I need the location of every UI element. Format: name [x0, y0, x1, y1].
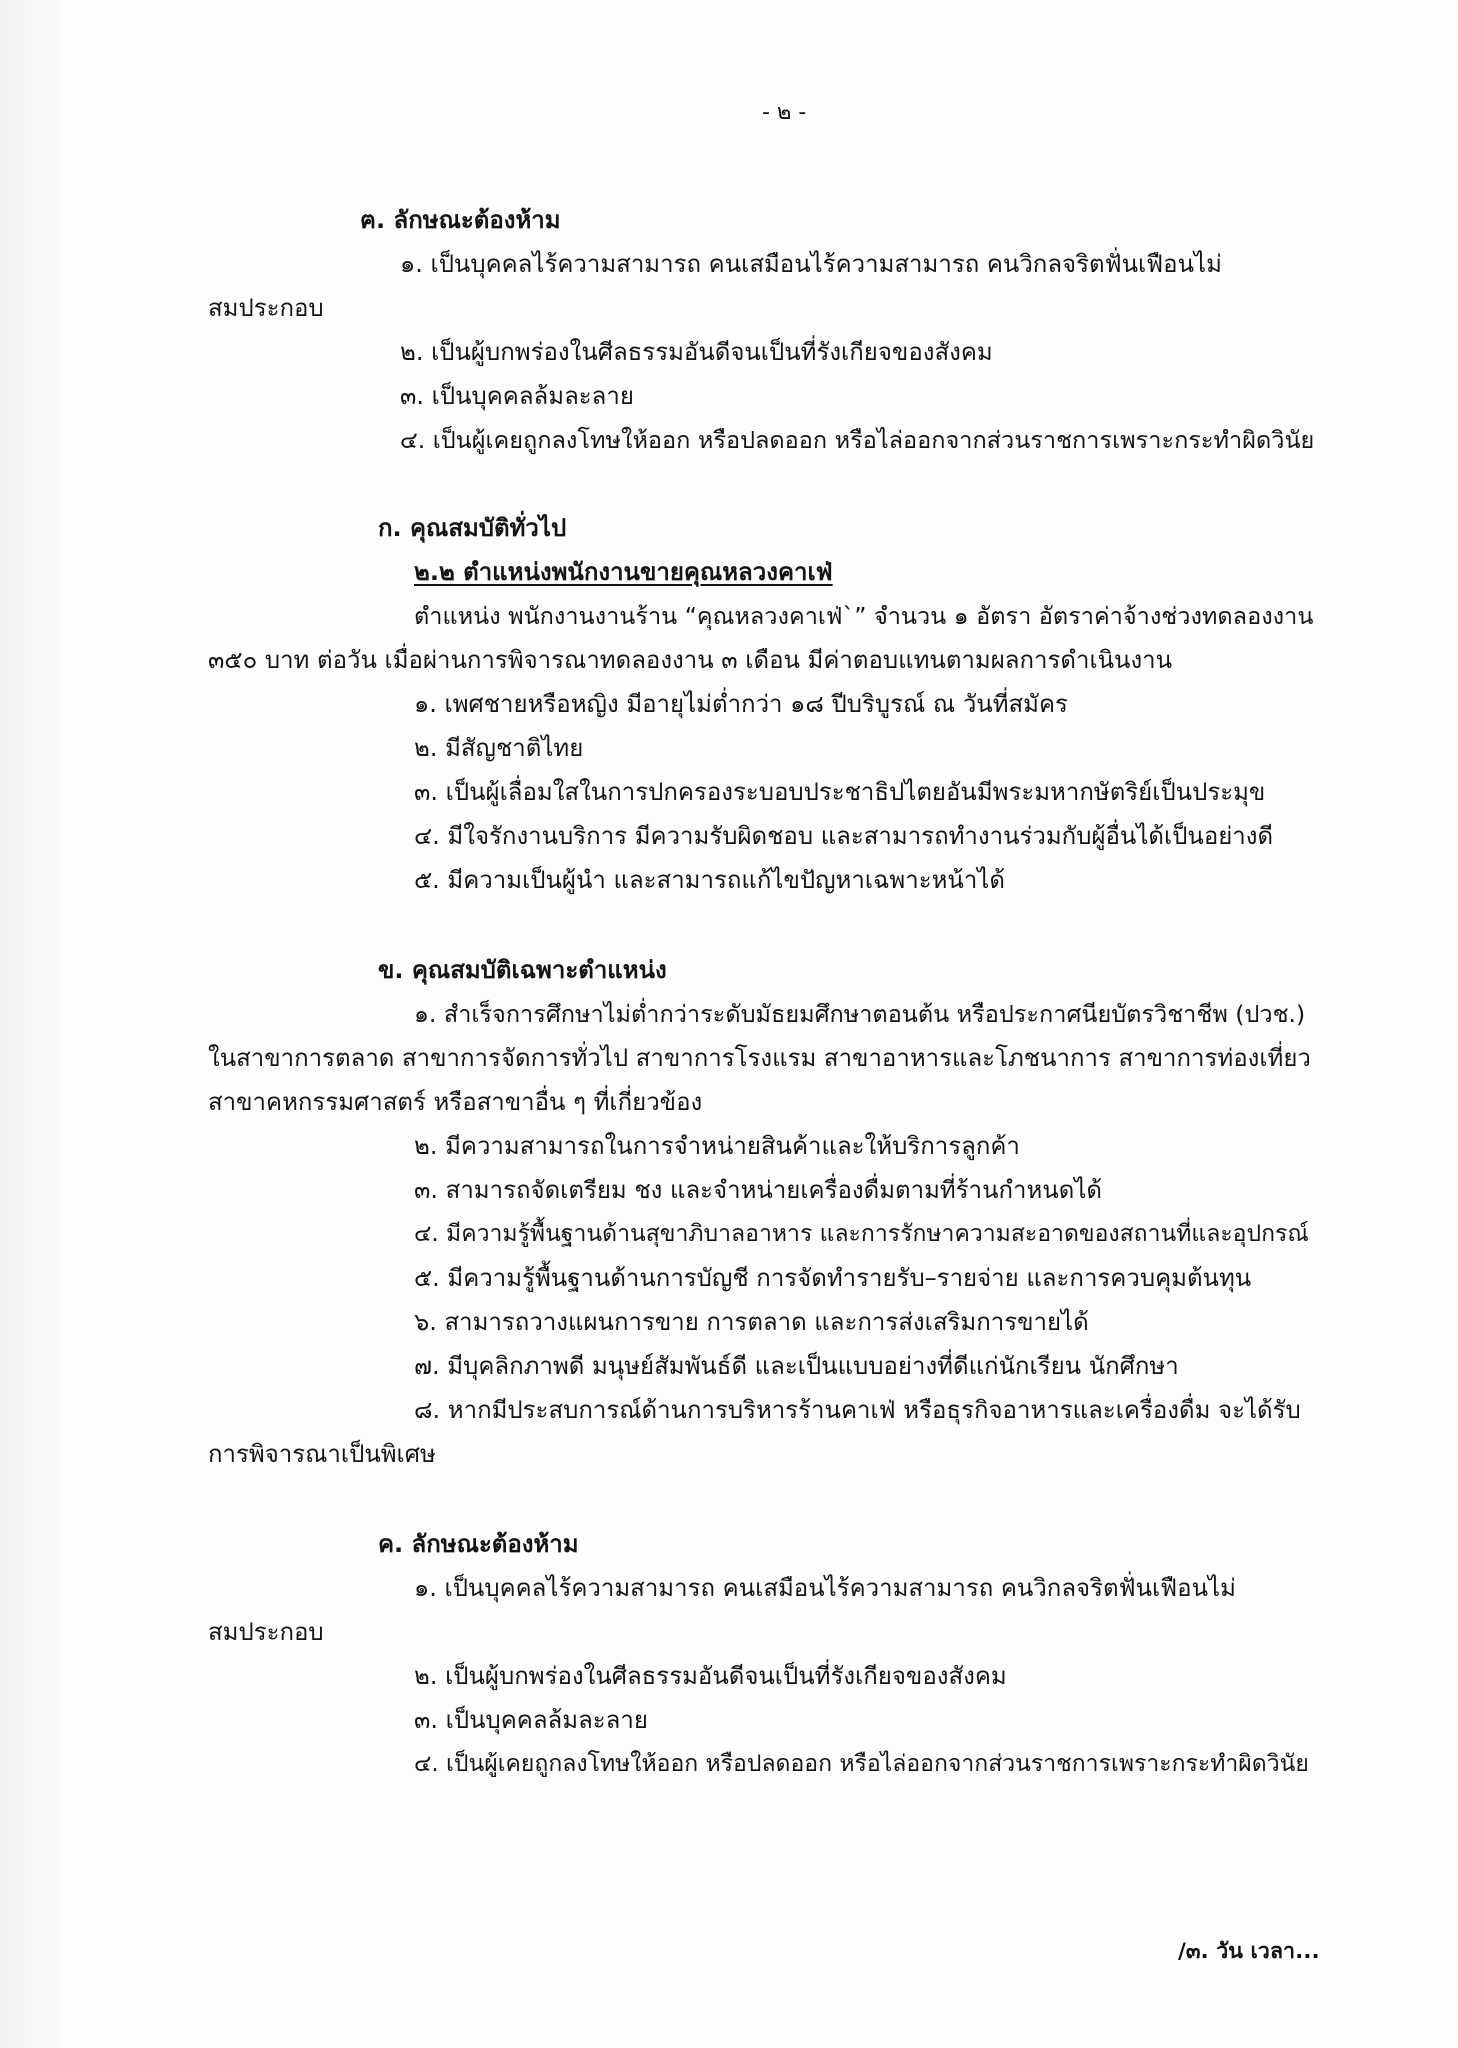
section-b-item-1-line1: ๑. สำเร็จการศึกษาไม่ต่ำกว่าระดับมัธยมศึกษาตอนต้น หรือประกาศนียบัตรวิชาชีพ (ปวช.): [414, 1000, 1306, 1028]
section-c-item-2: ๒. เป็นผู้บกพร่องในศีลธรรมอันดีจนเป็นที่รังเกียจของสังคม: [414, 1662, 1007, 1690]
section-a-intro-line2: ๓๕๐ บาท ต่อวัน เมื่อผ่านการพิจารณาทดลองงาน ๓ เดือน มีค่าตอบแทนตามผลการดำเนินงาน: [208, 646, 1173, 674]
section-b-item-2: ๒. มีความสามารถในการจำหน่ายสินค้าและให้บริการลูกค้า: [414, 1132, 1020, 1160]
section-a-item-2: ๒. มีสัญชาติไทย: [414, 734, 584, 762]
scan-shadow: [0, 0, 60, 2048]
section-b-item-4: ๔. มีความรู้พื้นฐานด้านสุขาภิบาลอาหาร และการรักษาความสะอาดของสถานที่และอุปกรณ์: [414, 1221, 1309, 1247]
section-c-item-4: ๔. เป็นผู้เคยถูกลงโทษให้ออก หรือปลดออก หรือไล่ออกจากส่วนราชการเพราะกระทำผิดวินัย: [414, 1751, 1309, 1777]
section-d-item-3: ๓. เป็นบุคคลล้มละลาย: [400, 382, 634, 410]
section-a-subheading: ๒.๒ ตำแหน่งพนักงานขายคุณหลวงคาเฟ่: [414, 558, 833, 586]
section-b-heading: ข. คุณสมบัติเฉพาะตำแหน่ง: [378, 956, 667, 984]
section-b-item-3: ๓. สามารถจัดเตรียม ชง และจำหน่ายเครื่องดื่มตามที่ร้านกำหนดได้: [414, 1176, 1102, 1204]
section-c-heading: ค. ลักษณะต้องห้าม: [378, 1530, 579, 1558]
section-a-intro-line1: ตำแหน่ง พนักงานงานร้าน “คุณหลวงคาเฟ่`” จำนวน ๑ อัตรา อัตราค่าจ้างช่วงทดลองงาน: [414, 602, 1314, 630]
section-c-item-1-cont: สมประกอบ: [208, 1618, 324, 1646]
section-d-item-2: ๒. เป็นผู้บกพร่องในศีลธรรมอันดีจนเป็นที่รังเกียจของสังคม: [400, 338, 993, 366]
section-c-item-3: ๓. เป็นบุคคลล้มละลาย: [414, 1706, 648, 1734]
section-d-item-1-cont: สมประกอบ: [208, 294, 324, 322]
section-b-item-7: ๗. มีบุคลิกภาพดี มนุษย์สัมพันธ์ดี และเป็นแบบอย่างที่ดีแก่นักเรียน นักศึกษา: [414, 1352, 1179, 1380]
section-b-item-6: ๖. สามารถวางแผนการขาย การตลาด และการส่งเสริมการขายได้: [414, 1308, 1089, 1336]
section-a-heading: ก. คุณสมบัติทั่วไป: [378, 514, 567, 542]
section-a-item-4: ๔. มีใจรักงานบริการ มีความรับผิดชอบ และสามารถทำงานร่วมกับผู้อื่นได้เป็นอย่างดี: [414, 822, 1274, 850]
section-b-item-1-line3: สาขาคหกรรมศาสตร์ หรือสาขาอื่น ๆ ที่เกี่ยวข้อง: [208, 1088, 703, 1116]
section-b-item-1-line2: ในสาขาการตลาด สาขาการจัดการทั่วไป สาขาการโรงแรม สาขาอาหารและโภชนาการ สาขาการท่องเที่ยว: [208, 1044, 1311, 1072]
page-number: - ๒ -: [762, 100, 807, 125]
section-d-item-1: ๑. เป็นบุคคลไร้ความสามารถ คนเสมือนไร้ความสามารถ คนวิกลจริตฟั่นเฟือนไม่: [400, 250, 1222, 278]
section-b-item-5: ๕. มีความรู้พื้นฐานด้านการบัญชี การจัดทำรายรับ–รายจ่าย และการควบคุมต้นทุน: [414, 1264, 1252, 1292]
section-b-item-8-cont: การพิจารณาเป็นพิเศษ: [208, 1440, 436, 1468]
section-b-item-8: ๘. หากมีประสบการณ์ด้านการบริหารร้านคาเฟ่ หรือธุรกิจอาหารและเครื่องดื่ม จะได้รับ: [414, 1396, 1301, 1424]
section-a-item-5: ๕. มีความเป็นผู้นำ และสามารถแก้ไขปัญหาเฉพาะหน้าได้: [414, 866, 1005, 894]
section-d-heading: ฅ. ลักษณะต้องห้าม: [360, 206, 561, 234]
section-c-item-1: ๑. เป็นบุคคลไร้ความสามารถ คนเสมือนไร้ความสามารถ คนวิกลจริตฟั่นเฟือนไม่: [414, 1574, 1236, 1602]
section-d-item-4: ๔. เป็นผู้เคยถูกลงโทษให้ออก หรือปลดออก หรือไล่ออกจากส่วนราชการเพราะกระทำผิดวินัย: [400, 426, 1315, 454]
section-a-item-3: ๓. เป็นผู้เลื่อมใสในการปกครองระบอบประชาธิปไตยอันมีพระมหากษัตริย์เป็นประมุข: [414, 778, 1266, 806]
continuation-marker: /๓. วัน เวลา...: [1178, 1939, 1320, 1964]
section-a-item-1: ๑. เพศชายหรือหญิง มีอายุไม่ต่ำกว่า ๑๘ ปีบริบูรณ์ ณ วันที่สมัคร: [414, 690, 1068, 718]
